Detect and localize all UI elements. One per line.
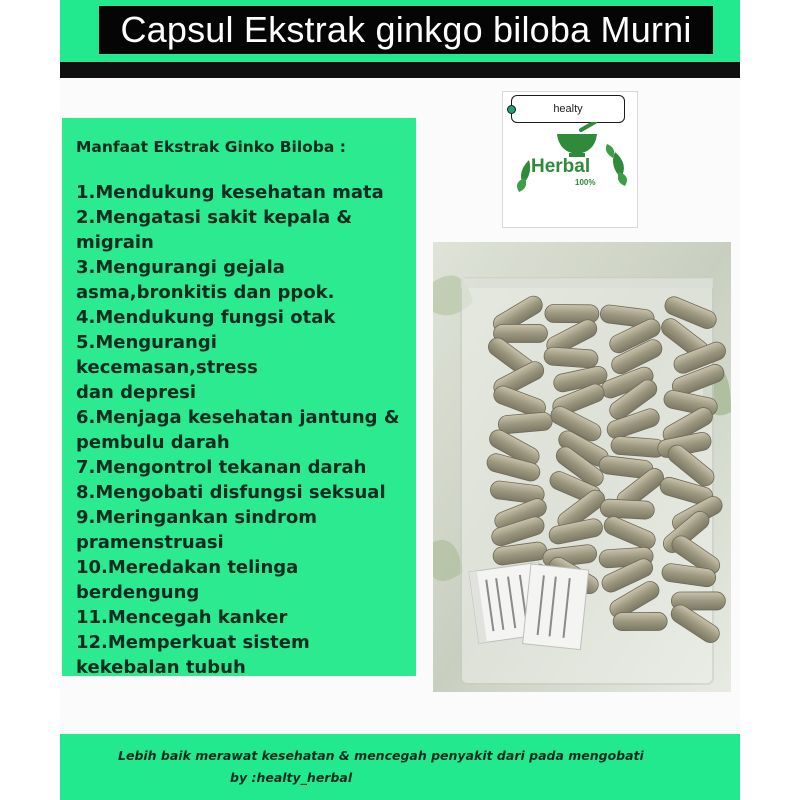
- benefit-item: 4.Mendukung fungsi otak: [76, 307, 336, 328]
- brand-logo: [502, 91, 638, 228]
- tag-hole-icon: [507, 105, 516, 114]
- benefit-item: berdengung: [76, 582, 200, 603]
- benefit-item: 9.Meringankan sindrom: [76, 507, 317, 528]
- header-divider: [60, 62, 740, 78]
- benefit-item: kekebalan tubuh: [76, 657, 246, 678]
- title-box: [99, 6, 713, 54]
- logo-percent: 100%: [575, 178, 596, 187]
- benefit-item: 8.Mengobati disfungsi seksual: [76, 482, 386, 503]
- benefit-item: dan depresi: [76, 382, 197, 403]
- benefits-panel: [62, 118, 416, 676]
- benefit-item: 10.Meredakan telinga: [76, 557, 299, 578]
- benefit-item: 5.Mengurangi kecemasan,stress: [76, 332, 258, 378]
- footer-credit: by :healty_herbal: [230, 770, 353, 785]
- benefit-item: 6.Menjaga kesehatan jantung &: [76, 407, 400, 428]
- capsule-bag-photo: [433, 242, 731, 692]
- footer-band: [60, 734, 740, 800]
- benefit-item: migrain: [76, 232, 154, 253]
- benefits-list: [76, 180, 402, 680]
- benefit-item: pramenstruasi: [76, 532, 224, 553]
- benefit-item: 1.Mendukung kesehatan mata: [76, 182, 384, 203]
- logo-tag-text: healty: [553, 103, 583, 115]
- benefit-item: 11.Mencegah kanker: [76, 607, 288, 628]
- benefit-item: 12.Memperkuat sistem: [76, 632, 310, 653]
- logo-wordmark: Herbal: [531, 156, 591, 177]
- page-title: Capsul Ekstrak ginkgo biloba Murni: [120, 9, 692, 50]
- footer-tagline: Lebih baik merawat kesehatan & mencegah penyakit dari pada mengobati: [118, 748, 644, 763]
- benefit-item: asma,bronkitis dan ppok.: [76, 282, 335, 303]
- logo-tag: [511, 95, 625, 123]
- benefit-item: pembulu darah: [76, 432, 230, 453]
- benefit-item: 2.Mengatasi sakit kepala &: [76, 207, 353, 228]
- benefits-heading: Manfaat Ekstrak Ginko Biloba :: [76, 138, 346, 156]
- benefit-item: 3.Mengurangi gejala: [76, 257, 285, 278]
- benefit-item: 7.Mengontrol tekanan darah: [76, 457, 367, 478]
